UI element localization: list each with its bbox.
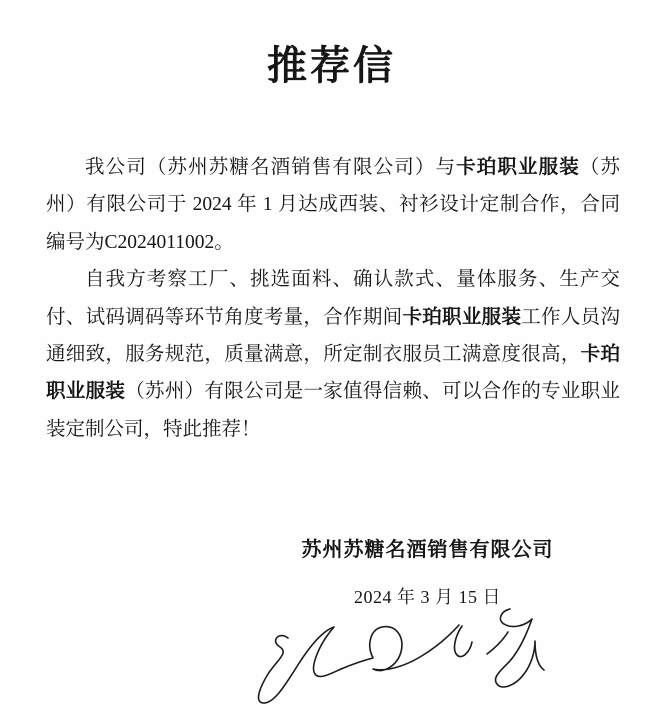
letter-paragraph-2 <box>46 261 620 448</box>
letter-title: 推荐信 <box>267 43 396 88</box>
text-segment: 自我方考察工厂、挑选面料、确认款式、量体服务、生产交付、试码调码等环节角度考量，合作期间 <box>46 269 620 328</box>
text-segment: （苏州）有限公司是一家值得信赖、可以合作的专业职业装定制公司，特此推荐！ <box>46 381 620 440</box>
text-segment: 工作人员沟通细致，服务规范，质量满意，所定制衣服员工满意度很高， <box>46 306 620 366</box>
text-segment: （苏州）有限公司于 2024 年 1 月达成西装、衬衫设计定制合作，合同编号为C2024011002。 <box>46 157 620 253</box>
letter-paragraph-1 <box>46 149 620 261</box>
bold-text-segment: 卡珀职业服装 <box>402 306 522 328</box>
handwritten-signature-scribble <box>248 596 568 714</box>
signature-date: 2024 年 3 月 15 日 <box>354 587 501 607</box>
bold-text-segment: 卡珀职业服装 <box>46 344 620 403</box>
text-segment: 我公司（苏州苏糖名酒销售有限公司）与 <box>85 157 457 178</box>
letter-body <box>46 149 620 448</box>
signature-company-name: 苏州苏糖名酒销售有限公司 <box>301 539 554 561</box>
bold-text-segment: 卡珀职业服装 <box>456 157 580 178</box>
